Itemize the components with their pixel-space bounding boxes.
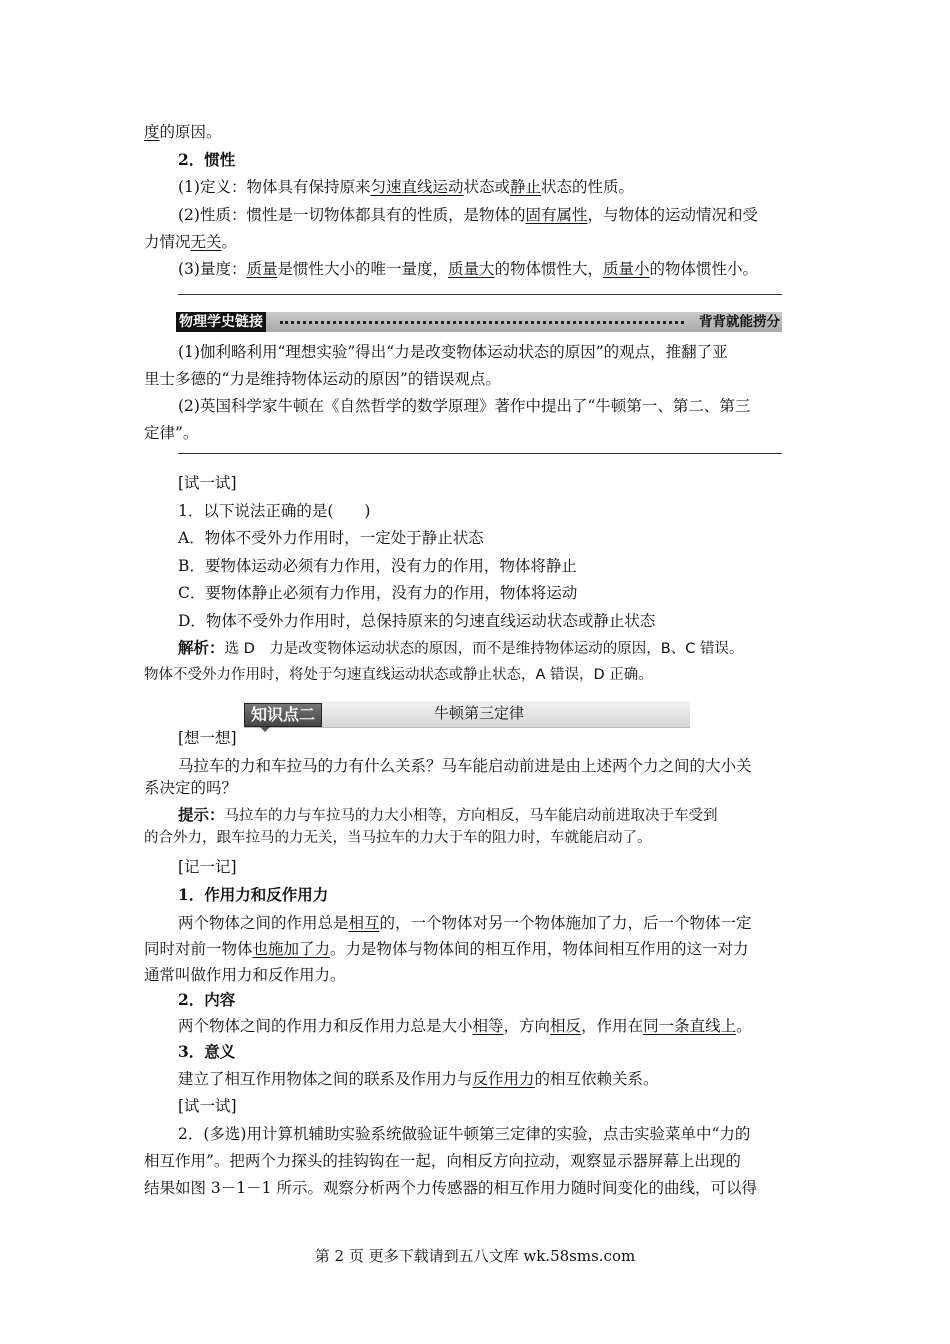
history-line-4: 定律”。 [144,424,199,442]
page-footer: 第 2 页 更多下载请到五八文库 wk.58sms.com [314,1247,636,1265]
option-b: B．要物体运动必须有力作用，没有力的作用，物体将静止 [178,557,577,575]
memo-heading: [记一记] [178,858,237,876]
try-heading-2: [试一试] [178,1097,237,1115]
heading-inertia: 2．惯性 [178,150,236,169]
history-line-2: 里士多德的“力是维持物体运动的原因”的错误观点。 [144,370,501,388]
tag-notch [260,727,270,732]
history-line-1: (1)伽利略利用“理想实验”得出“力是改变物体运动状态的原因”的观点，推翻了亚 [178,343,728,361]
inertia-measure: (3)量度：质量是惯性大小的唯一量度，质量大的物体惯性大，质量小的物体惯性小。 [178,260,759,278]
answer-line-1: 解析：选 D 力是改变物体运动状态的原因，而不是维持物体运动的原因，B、C 错误。 [178,638,744,657]
memo-para-line-2: 同时对前一物体也施加了力。力是物体与物体间的相互作用，物体间相互作用的这一对力 [144,940,749,958]
option-a: A．物体不受外力作用时，一定处于静止状态 [178,529,484,547]
dotted-leader [280,321,684,324]
memo-para-line-3: 通常叫做作用力和反作用力。 [144,966,346,984]
para-reason: 度的原因。 [144,123,222,141]
try-heading-1: [试一试] [178,474,237,492]
question-2-line-2: 相互作用”。把两个力探头的挂钩钩在一起，向相反方向拉动，观察显示器屏幕上出现的 [144,1152,741,1170]
inertia-definition: (1)定义：物体具有保持原来匀速直线运动状态或静止状态的性质。 [178,178,635,196]
heading-action-reaction: 1．作用力和反作用力 [178,885,329,904]
divider-bottom [178,453,782,454]
memo-para-line-1: 两个物体之间的作用总是相互的，一个物体对另一个物体施加了力，后一个物体一定 [178,914,752,932]
knowledge-point-header [244,701,690,728]
question-1: 1．以下说法正确的是( ) [178,502,371,520]
think-line-2: 系决定的吗？ [144,779,238,797]
hint-line-2: 的合外力，跟车拉马的力无关，当马拉车的力大于车的阻力时，车就能启动了。 [144,830,652,846]
content-line: 两个物体之间的作用力和反作用力总是大小相等，方向相反，作用在同一条直线上。 [178,1017,752,1035]
history-line-3: (2)英国科学家牛顿在《自然哲学的数学原理》著作中提出了“牛顿第一、第二、第三 [178,397,751,415]
option-d: D．物体不受外力作用时，总保持原来的匀速直线运动状态或静止状态 [178,612,656,630]
option-c: C．要物体静止必须有力作用，没有力的作用，物体将运动 [178,584,578,602]
divider-top [178,294,782,295]
inertia-nature-line1: (2)性质：惯性是一切物体都具有的性质，是物体的固有属性，与物体的运动情况和受 [178,206,758,224]
knowledge-point-tag: 知识点二 [244,703,322,727]
heading-content: 2．内容 [178,990,236,1009]
inertia-nature-line2: 力情况无关。 [144,233,238,251]
question-2-line-1: 2．(多选)用计算机辅助实验系统做验证牛顿第三定律的实验，点击实验菜单中“力的 [178,1125,751,1143]
answer-line-2: 物体不受外力作用时，将处于匀速直线运动状态或静止状态，A 错误，D 正确。 [144,667,653,683]
think-line-1: 马拉车的力和车拉马的力有什么关系？马车能启动前进是由上述两个力之间的大小关 [178,757,752,775]
question-2-line-3: 结果如图 3－1－1 所示。观察分析两个力传感器的相互作用力随时间变化的曲线，可以得 [144,1179,757,1197]
meaning-line: 建立了相互作用物体之间的联系及作用力与反作用力的相互依赖关系。 [178,1070,659,1088]
history-link-bar [176,312,782,332]
heading-meaning: 3．意义 [178,1042,236,1061]
history-link-label: 物理学史链接 [176,312,266,332]
history-link-tagline: 背背就能捞分 [699,314,780,330]
hint-line-1: 提示：马拉车的力与车拉马的力大小相等，方向相反，马车能启动前进取决于车受到 [178,805,718,824]
think-heading: [想一想] [178,729,237,747]
knowledge-point-title: 牛顿第三定律 [434,704,525,722]
